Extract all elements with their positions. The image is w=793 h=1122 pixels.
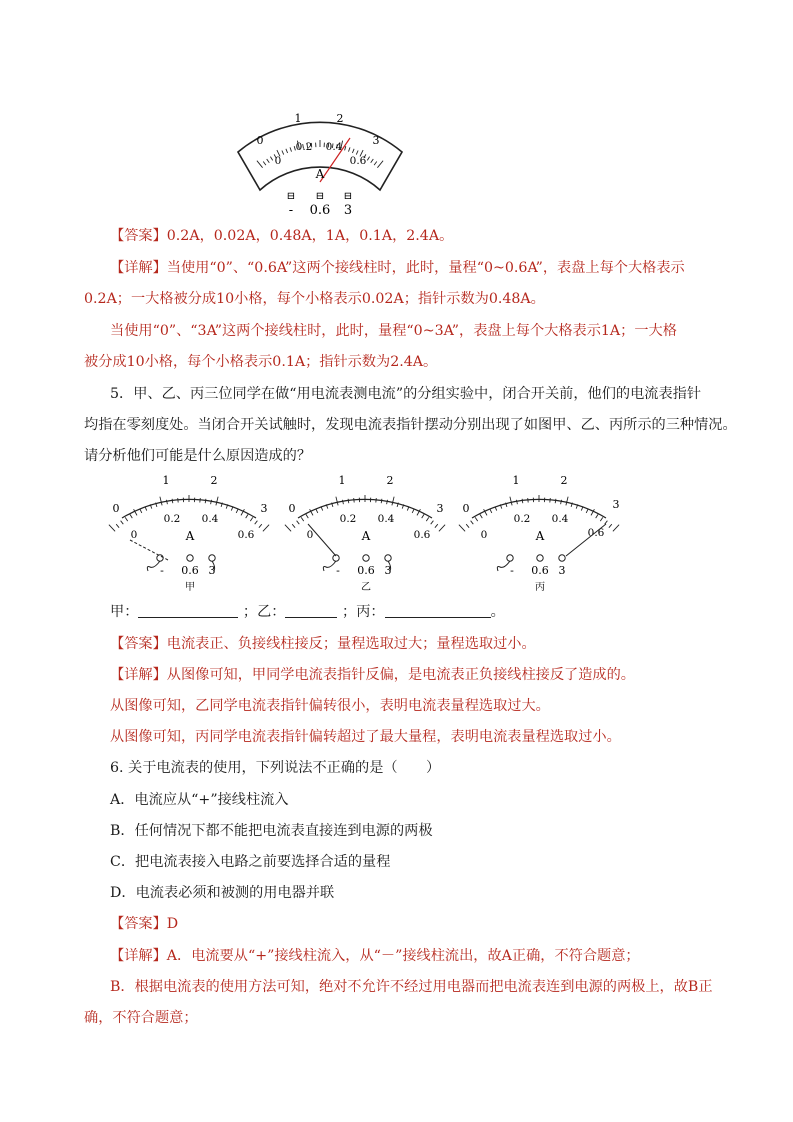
- scale-tick: [354, 498, 355, 502]
- scale-tick: [130, 514, 132, 518]
- scale-tick: [609, 524, 612, 528]
- scale-tick: [109, 525, 115, 532]
- minor-label-2: 0.4: [201, 513, 219, 525]
- meter-bing: [459, 474, 620, 593]
- terminal-label-neg: -: [160, 564, 164, 577]
- scale-tick: [550, 498, 551, 502]
- minor-label-3: 0.6: [587, 527, 605, 539]
- blank-label-bing: ；丙：: [342, 604, 385, 620]
- scale-tick: [200, 498, 201, 502]
- detail-text: 当使用“0”、“0.6A”这两个接线柱时，此时，量程“0~0.6A”，表盘上每个大格表示: [166, 260, 685, 276]
- major-label-3: 3: [260, 502, 268, 515]
- scale-tick: [250, 517, 253, 521]
- scale-tick: [435, 524, 438, 528]
- minor-label-3: 0.6: [413, 529, 431, 541]
- scale-tick: [255, 521, 258, 525]
- scale-tick: [522, 499, 523, 503]
- major-label-3: 3: [372, 134, 380, 147]
- scale-tick: [167, 500, 168, 504]
- terminal-label-3: 3: [343, 203, 353, 218]
- scale-tick: [605, 521, 608, 525]
- scale-tick: [348, 499, 349, 503]
- unit-label: A: [315, 167, 325, 181]
- dial-arc: [122, 499, 256, 518]
- minor-label-0: 0: [480, 529, 488, 541]
- blank-label-yi: ；乙：: [242, 604, 286, 620]
- scale-tick: [459, 525, 465, 532]
- blank-jia[interactable]: [138, 603, 238, 618]
- q4-detail-line-3: 当使用“0”、“3A”这两个接线柱时，此时，量程“0~3A”，表盘上每个大格表示1A；一大格: [110, 323, 677, 339]
- terminal-icon: [363, 555, 369, 561]
- scale-tick: [259, 524, 262, 528]
- q4-detail-line-2: 0.2A；一大格被分成10小格，每个小格表示0.02A；指针示数为0.48A。: [84, 291, 545, 307]
- terminal-icon: [157, 555, 163, 561]
- minor-label-3: 0.6: [349, 155, 367, 167]
- major-label-3: 3: [436, 502, 444, 515]
- meter-row: [108, 470, 628, 596]
- meter-caption: 丙: [535, 582, 545, 593]
- scale-tick: [387, 500, 388, 504]
- major-label-1: 1: [338, 474, 346, 487]
- needle: [566, 524, 606, 556]
- terminal-label-06: 0.6: [309, 203, 331, 218]
- minor-label-1: 0.2: [163, 513, 181, 525]
- scale-tick: [336, 497, 338, 506]
- minor-label-0: 0: [274, 155, 282, 167]
- scale-tick: [121, 521, 124, 525]
- terminal-label-06: 0.6: [531, 564, 549, 577]
- ammeter-figure-top: [230, 102, 410, 222]
- dial-arc: [472, 499, 606, 518]
- terminal-icon: [209, 555, 215, 561]
- scale-tick: [596, 514, 598, 518]
- scale-tick: [376, 498, 377, 502]
- scale-tick: [211, 500, 212, 504]
- blank-label-jia: 甲：: [110, 604, 139, 620]
- terminal-label-3: 3: [384, 564, 392, 577]
- major-label-2: 2: [386, 474, 394, 487]
- terminal-icon: [385, 555, 391, 561]
- q4-answer-line: [110, 226, 750, 246]
- blank-bing[interactable]: [385, 603, 491, 618]
- scale-tick: [236, 509, 238, 513]
- answer-tag: 【答案】: [110, 228, 167, 244]
- scale-tick: [178, 498, 179, 502]
- blank-yi[interactable]: [285, 603, 337, 618]
- unit-label: A: [185, 529, 195, 543]
- terminal-icon: [507, 555, 513, 561]
- minor-label-1: 0.2: [339, 513, 357, 525]
- answer-text: D: [166, 916, 179, 932]
- scale-tick: [125, 517, 128, 521]
- scale-tick: [517, 500, 518, 504]
- terminal-label-neg: -: [288, 203, 294, 218]
- scale-tick: [528, 498, 529, 502]
- major-label-0: 0: [256, 134, 264, 147]
- detail-tag: 【详解】: [110, 260, 167, 276]
- minor-label-0: 0: [130, 529, 138, 541]
- scale-tick: [426, 517, 429, 521]
- major-label-1: 1: [162, 474, 170, 487]
- scale-tick: [613, 525, 619, 532]
- q5-blank-line: [110, 602, 750, 622]
- scale-tick: [431, 521, 434, 525]
- wire-icon: [323, 561, 336, 571]
- minor-label-2: 0.4: [377, 513, 395, 525]
- minor-label-0: 0: [306, 529, 314, 541]
- terminal-icon: ⊟: [343, 191, 353, 202]
- scale-tick: [555, 499, 556, 503]
- q6-detail-line-2: B．根据电流表的使用方法可知，绝对不允许不经过用电器而把电流表连到电源的两极上，故B正: [110, 979, 713, 995]
- scale-tick: [205, 499, 206, 503]
- q5-stem-line-3: 请分析他们可能是什么原因造成的？: [84, 448, 312, 464]
- scale-tick: [381, 499, 382, 503]
- q6-option-d: D．电流表必须和被测的用电器并联: [110, 885, 335, 901]
- scale-tick: [510, 497, 512, 506]
- q5-detail-line-3: 从图像可知，丙同学电流表指针偏转超过了最大量程，表明电流表量程选取过小。: [110, 729, 621, 745]
- q5-answer-line: [110, 634, 750, 654]
- answer-text: 电流表正、负接线柱接反；量程选取过大；量程选取过小。: [166, 636, 536, 652]
- scale-tick: [172, 499, 173, 503]
- major-label-1: 1: [294, 112, 302, 125]
- major-label-2: 2: [560, 474, 568, 487]
- terminal-icon: ⊟: [315, 191, 325, 202]
- meter-yi: [285, 474, 445, 593]
- unit-label: A: [535, 529, 545, 543]
- scale-tick: [343, 500, 344, 504]
- scale-tick: [140, 509, 142, 513]
- wire-icon: [497, 561, 510, 571]
- detail-tag: 【详解】: [110, 667, 167, 683]
- terminal-label-06: 0.6: [181, 564, 199, 577]
- scale-tick: [297, 521, 300, 525]
- meter-caption: 乙: [361, 582, 371, 593]
- terminal-label-neg: -: [336, 564, 340, 577]
- scale-tick: [566, 497, 568, 506]
- scale-tick: [561, 500, 562, 504]
- meter-caption: 甲: [185, 582, 195, 593]
- scale-tick: [316, 509, 318, 513]
- terminal-icon: ⊟: [286, 191, 296, 202]
- major-label-0: 0: [288, 502, 296, 515]
- scale-ticks: [285, 495, 445, 531]
- detail-text: A．电流要从“+”接线柱流入，从“－”接线柱流出，故A正确，不符合题意；: [166, 948, 640, 964]
- minor-label-2: 0.4: [551, 513, 569, 525]
- terminal-icon: [537, 555, 543, 561]
- major-label-2: 2: [210, 474, 218, 487]
- answer-text: 0.2A，0.02A，0.48A，1A，0.1A，2.4A。: [166, 228, 454, 244]
- q6-detail-line-1: [110, 946, 750, 966]
- terminal-icon: [559, 555, 565, 561]
- scale-tick: [439, 525, 445, 532]
- scale-tick: [160, 497, 162, 506]
- scale-tick: [216, 497, 218, 506]
- terminals: [287, 191, 352, 218]
- scale-tick: [600, 517, 603, 521]
- major-label-1: 1: [512, 474, 520, 487]
- scale-tick: [263, 525, 269, 532]
- scale-tick: [306, 514, 308, 518]
- minor-label-1: 0.2: [513, 513, 531, 525]
- terminal-label-06: 0.6: [357, 564, 375, 577]
- answer-tag: 【答案】: [110, 916, 167, 932]
- minor-label-1: 0.2: [295, 141, 313, 153]
- scale-tick: [412, 509, 414, 513]
- q5-stem-line-2: 均指在零刻度处。当闭合开关试触时，发现电流表指针摆动分别出现了如图甲、乙、丙所示的三种情况。: [84, 417, 737, 433]
- major-label-3: 3: [612, 498, 620, 511]
- q6-option-c: C．把电流表接入电路之前要选择合适的量程: [110, 854, 391, 870]
- scale-tick: [292, 524, 295, 528]
- detail-text: 从图像可知，甲同学电流表指针反偏，是电流表正负接线柱接反了造成的。: [166, 667, 635, 683]
- q6-option-a: A．电流应从“+”接线柱流入: [110, 792, 289, 808]
- scale-ticks: [109, 495, 269, 531]
- scale-tick: [422, 514, 424, 518]
- scale-tick: [466, 524, 469, 528]
- needle: [130, 540, 168, 560]
- answer-tag: 【答案】: [110, 636, 167, 652]
- scale-tick: [116, 524, 119, 528]
- scale-tick: [301, 517, 304, 521]
- terminal-label-3: 3: [558, 564, 566, 577]
- scale-tick: [586, 509, 588, 513]
- q4-detail-line-1: [110, 258, 750, 278]
- scale-tick: [480, 514, 482, 518]
- scale-tick: [285, 525, 291, 532]
- minor-label-3: 0.6: [237, 529, 255, 541]
- blank-end: 。: [490, 604, 505, 620]
- major-label-0: 0: [462, 502, 470, 515]
- terminal-label-neg: -: [510, 564, 514, 577]
- major-label-2: 2: [336, 112, 344, 125]
- q4-detail-line-4: 被分成10小格，每个小格表示0.1A；指针示数为2.4A。: [84, 354, 438, 370]
- minor-label-2: 0.4: [325, 141, 343, 153]
- scale-tick: [490, 509, 492, 513]
- q5-stem-line-1: 5．甲、乙、丙三位同学在做“用电流表测电流”的分组实验中，闭合开关前，他们的电流表指针: [110, 386, 702, 402]
- scale-ticks: [459, 495, 619, 531]
- q6-stem: 6. 关于电流表的使用，下列说法不正确的是（ ）: [110, 760, 441, 776]
- scale-tick: [471, 521, 474, 525]
- q5-detail-line-2: 从图像可知，乙同学电流表指针偏转很小，表明电流表量程选取过大。: [110, 698, 550, 714]
- detail-tag: 【详解】: [110, 948, 167, 964]
- scale-tick: [392, 497, 394, 506]
- meter-jia: [109, 474, 269, 593]
- q6-option-b: B．任何情况下都不能把电流表直接连到电源的两极: [110, 823, 433, 839]
- q5-detail-line-1: [110, 665, 750, 685]
- q6-detail-line-3: 确，不符合题意；: [84, 1010, 198, 1026]
- wire-icon: [147, 561, 160, 571]
- unit-label: A: [361, 529, 371, 543]
- terminal-icon: [187, 555, 193, 561]
- scale-tick: [246, 514, 248, 518]
- scale-tick: [475, 517, 478, 521]
- dial-arc: [298, 499, 432, 518]
- terminal-label-3: 3: [208, 564, 216, 577]
- major-label-0: 0: [112, 502, 120, 515]
- q6-answer-line: [110, 914, 750, 934]
